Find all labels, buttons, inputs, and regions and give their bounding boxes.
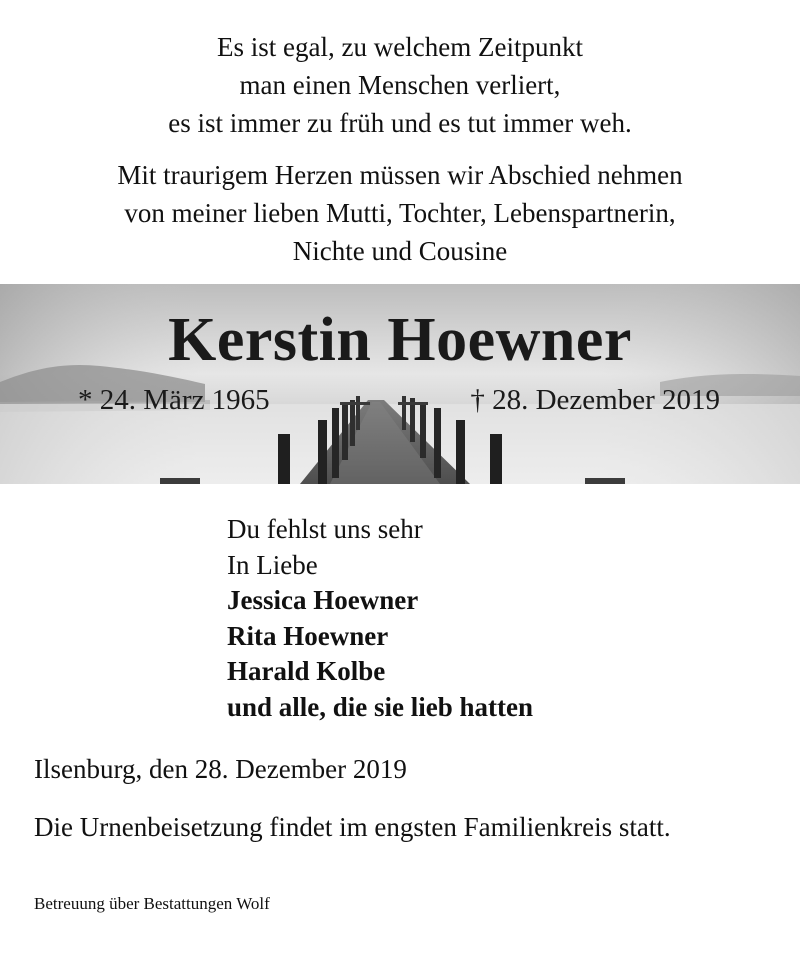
mourner-name: Jessica Hoewner: [227, 585, 419, 615]
poem: [0, 28, 800, 142]
deceased-name: Kerstin Hoewner: [168, 306, 632, 374]
closing-line: Du fehlst uns sehr: [227, 514, 423, 544]
intro-line: Nichte und Cousine: [292, 236, 508, 266]
burial-notice: Die Urnenbeisetzung findet im engsten Familienkreis statt.: [34, 812, 671, 842]
poem-line: man einen Menschen verliert,: [239, 70, 561, 100]
poem-line: Es ist egal, zu welchem Zeitpunkt: [217, 32, 583, 62]
mourner-name: und alle, die sie lieb hatten: [227, 691, 534, 722]
mourner-name: Harald Kolbe: [227, 656, 386, 686]
poem-line: es ist immer zu früh und es tut immer weh.: [168, 108, 632, 138]
birth-date: * 24. März 1965: [78, 384, 270, 416]
undertaker-credit: Betreuung über Bestattungen Wolf: [34, 894, 270, 913]
intro-text: [0, 156, 800, 270]
intro-line: Mit traurigem Herzen müssen wir Abschied nehmen: [117, 160, 683, 190]
place-date: Ilsenburg, den 28. Dezember 2019: [34, 754, 407, 784]
closing-block: [227, 512, 533, 725]
death-date: † 28. Dezember 2019: [470, 384, 720, 416]
closing-line: In Liebe: [227, 549, 318, 580]
intro-line: von meiner lieben Mutti, Tochter, Lebenspartnerin,: [124, 198, 676, 228]
mourner-name: Rita Hoewner: [227, 620, 389, 651]
